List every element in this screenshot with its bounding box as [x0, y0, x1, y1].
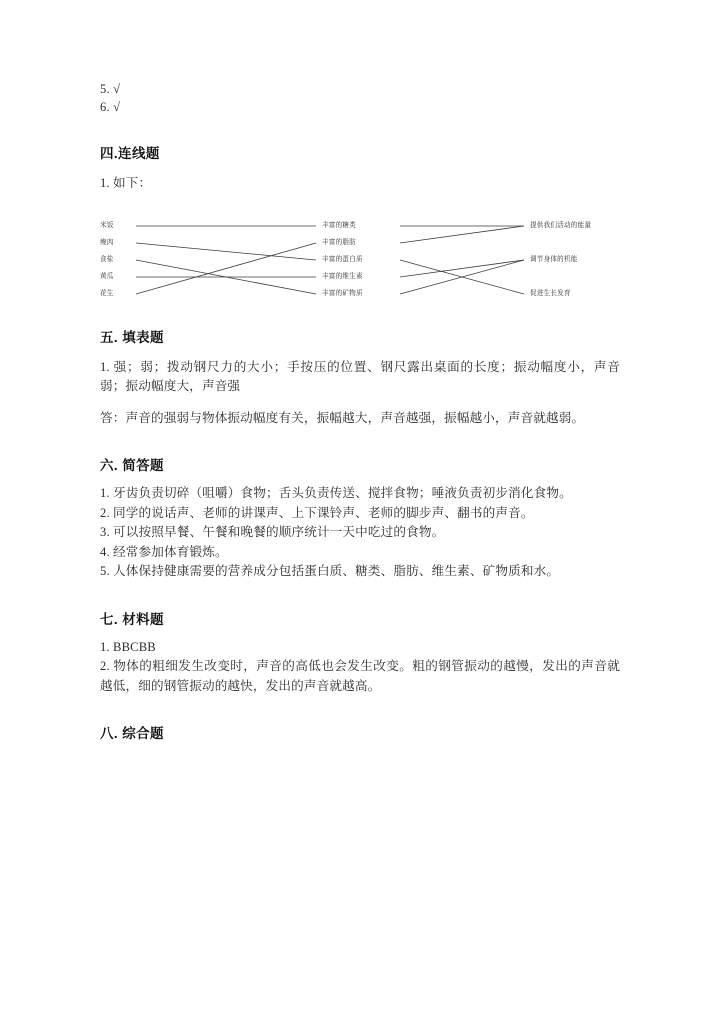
material-list [100, 638, 620, 697]
match-item-middle: 丰富的矿物质 [322, 289, 363, 297]
short-answer-item: 4. 经常参加体育锻炼。 [100, 544, 228, 559]
match-item-middle: 丰富的糖类 [322, 221, 356, 229]
match-item-left: 米饭 [100, 221, 114, 229]
match-connector-line [400, 260, 524, 277]
section-heading-fill-table: 五. 填表题 [100, 329, 164, 345]
matching-column-left [100, 216, 156, 300]
match-item-left: 食盐 [100, 255, 114, 263]
section-heading-short-answer: 六. 简答题 [100, 458, 164, 473]
fill-table-paragraph: 1. 强；弱；拨动钢尺力的大小；手按压的位置、钢尺露出桌面的长度；振动幅度小，声音弱；振动幅度大，声音强 [100, 359, 620, 393]
answer-line [100, 98, 620, 116]
match-item-middle: 丰富的维生素 [322, 272, 363, 280]
match-item-left: 黄瓜 [100, 272, 114, 280]
match-item-middle: 丰富的脂肪 [322, 238, 356, 246]
match-connector-line [400, 226, 524, 243]
answer-number: 5. [100, 82, 110, 96]
matching-intro: 1. 如下： [100, 176, 152, 190]
matching-column-right [530, 216, 626, 300]
short-answer-item: 3. 可以按照早餐、午餐和晚餐的顺序统计一天中吃过的食物。 [100, 525, 445, 539]
section-heading-comprehensive: 八. 综合题 [100, 726, 164, 741]
match-item-right: 促进生长发育 [530, 289, 571, 297]
match-item-right: 提供我们活动的能量 [530, 221, 592, 229]
answer-number: 6. [100, 100, 110, 114]
matching-column-middle [322, 216, 396, 300]
answer-line [100, 80, 620, 98]
short-answer-item: 1. 牙齿负责切碎（咀嚼）食物；舌头负责传送、搅拌食物；唾液负责初步消化食物。 [100, 486, 572, 500]
matching-diagram [100, 216, 620, 300]
answer-check-mark: √ [113, 100, 121, 114]
match-connector-line [136, 243, 316, 294]
fill-table-answer: 答：声音的强弱与物体振动幅度有关，振幅越大，声音越强，振幅越小，声音就越弱。 [100, 410, 585, 425]
answer-check-mark: √ [113, 82, 121, 96]
material-item: 2. 物体的粗细发生改变时，声音的高低也会发生改变。粗的钢管振动的越慢，发出的声音就越低，细的钢管振动的越快，发出的声音就越高。 [100, 659, 620, 693]
short-answer-item: 5. 人体保持健康需要的营养成分包括蛋白质、糖类、脂肪、维生素、矿物质和水。 [100, 564, 560, 578]
section-heading-material: 七. 材料题 [100, 611, 164, 627]
answer-list-top [100, 80, 620, 116]
material-item: 1. BBCBB [100, 639, 156, 654]
section-heading-matching: 四.连线题 [100, 146, 160, 161]
match-item-middle: 丰富的蛋白质 [322, 255, 363, 263]
page-content [100, 80, 620, 748]
match-item-left: 花生 [100, 289, 114, 297]
match-item-left: 瘦肉 [100, 238, 114, 246]
match-item-right: 调节身体的机能 [530, 255, 578, 263]
short-answer-list [100, 484, 620, 582]
match-connector-line [136, 243, 316, 260]
short-answer-item: 2. 同学的说话声、老师的讲课声、上下课铃声、老师的脚步声、翻书的声音。 [100, 505, 534, 520]
